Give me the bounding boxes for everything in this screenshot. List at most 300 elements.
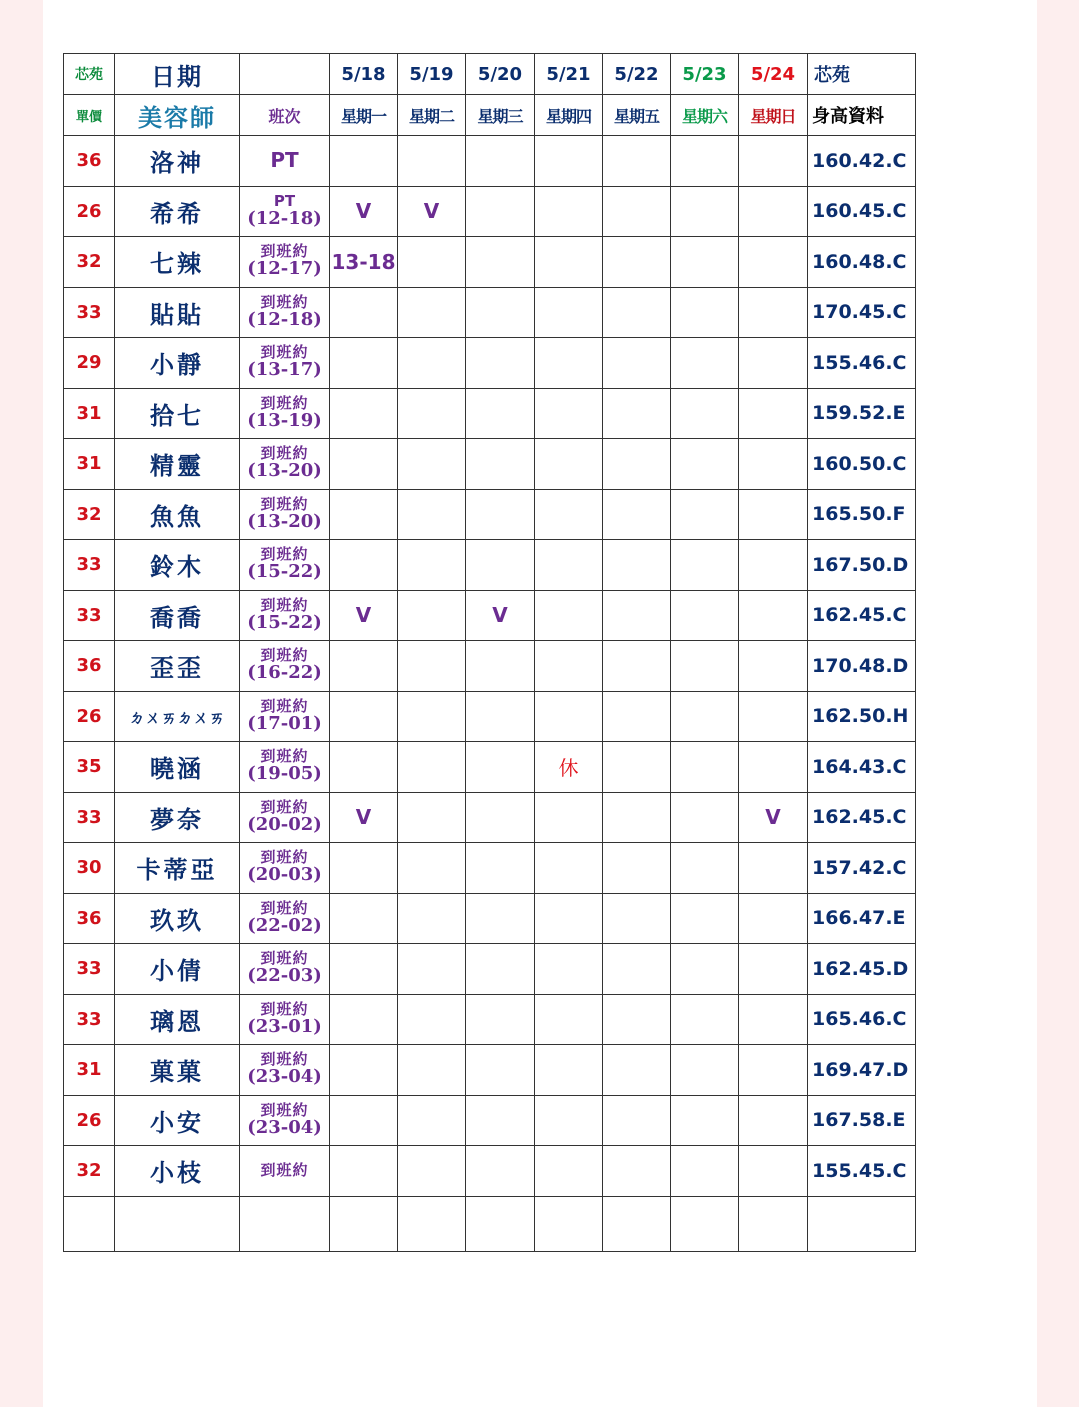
day-cell-mon [330, 893, 398, 944]
shift-type: 到班約 [260, 242, 309, 261]
day-cell-mon [330, 338, 398, 389]
price-cell: 26 [64, 1095, 115, 1146]
price-cell: 35 [64, 742, 115, 793]
table-row [64, 742, 916, 793]
day-cell-sat [671, 1045, 739, 1096]
day-cell-sat [671, 893, 739, 944]
shift-cell [240, 237, 330, 288]
price-cell: 26 [64, 691, 115, 742]
day-cell-sat [671, 186, 739, 237]
day-cell-mon [330, 641, 398, 692]
shift-hours: (13-20) [247, 460, 322, 482]
shift-hours: (19-05) [247, 763, 322, 785]
empty-cell [808, 1196, 916, 1251]
price-cell: 33 [64, 792, 115, 843]
empty-cell [671, 1196, 739, 1251]
source-label: 芯苑 [808, 54, 916, 95]
day-cell-mon: V [330, 590, 398, 641]
shift-hours: (12-17) [247, 258, 322, 280]
weekday-tue: 星期二 [398, 95, 466, 136]
schedule-table [63, 53, 916, 1252]
day-cell-tue [398, 388, 466, 439]
shift-type: 到班約 [260, 292, 309, 311]
stylist-name: 七辣 [115, 237, 240, 288]
day-cell-tue [398, 893, 466, 944]
weekday-mon: 星期一 [330, 95, 398, 136]
day-cell-thu [535, 237, 603, 288]
shift-type: 到班約 [260, 595, 309, 614]
day-cell-tue [398, 136, 466, 187]
shift-type: 到班約 [260, 1100, 309, 1119]
day-cell-mon [330, 944, 398, 995]
height-cell: 165.50.F [808, 489, 916, 540]
day-cell-fri [603, 691, 671, 742]
day-cell-fri [603, 489, 671, 540]
day-cell-fri [603, 944, 671, 995]
day-cell-sat [671, 1146, 739, 1197]
table-row [64, 1146, 916, 1197]
price-cell: 32 [64, 489, 115, 540]
date-tue: 5/19 [398, 54, 466, 95]
shift-type: 到班約 [260, 747, 309, 766]
stylist-name: 曉涵 [115, 742, 240, 793]
day-cell-mon [330, 287, 398, 338]
table-row [64, 287, 916, 338]
day-cell-sun [739, 742, 808, 793]
height-cell: 167.50.D [808, 540, 916, 591]
day-cell-sun [739, 641, 808, 692]
date-sun: 5/24 [739, 54, 808, 95]
day-cell-fri [603, 641, 671, 692]
price-cell: 32 [64, 237, 115, 288]
shift-cell [240, 792, 330, 843]
height-cell: 162.45.C [808, 590, 916, 641]
shift-cell [240, 489, 330, 540]
day-cell-sun [739, 944, 808, 995]
day-cell-fri [603, 186, 671, 237]
height-cell: 160.48.C [808, 237, 916, 288]
height-cell: 166.47.E [808, 893, 916, 944]
day-cell-sat [671, 338, 739, 389]
shift-hours: (13-19) [247, 409, 322, 431]
weekday-sun: 星期日 [739, 95, 808, 136]
date-mon: 5/18 [330, 54, 398, 95]
shift-type: 到班約 [260, 545, 309, 564]
day-cell-tue [398, 944, 466, 995]
weekday-wed: 星期三 [466, 95, 535, 136]
day-cell-wed [466, 1045, 535, 1096]
shift-cell [240, 742, 330, 793]
day-cell-fri [603, 439, 671, 490]
price-cell: 30 [64, 843, 115, 894]
day-cell-fri [603, 1095, 671, 1146]
shift-type: 到班約 [260, 848, 309, 867]
day-cell-sat [671, 641, 739, 692]
day-cell-thu [535, 1146, 603, 1197]
shift-cell [240, 388, 330, 439]
day-cell-mon [330, 843, 398, 894]
day-cell-fri [603, 1146, 671, 1197]
shift-hours: (22-02) [247, 914, 322, 936]
shift-cell [240, 1095, 330, 1146]
shift-hours: (15-22) [247, 611, 322, 633]
day-cell-wed [466, 944, 535, 995]
date-fri: 5/22 [603, 54, 671, 95]
height-cell: 170.45.C [808, 287, 916, 338]
stylist-name: 魚魚 [115, 489, 240, 540]
table-row [64, 792, 916, 843]
shift-type: PT [270, 148, 299, 173]
table-row [64, 186, 916, 237]
table-row [64, 843, 916, 894]
height-cell: 167.58.E [808, 1095, 916, 1146]
day-cell-sun [739, 1095, 808, 1146]
table-row [64, 994, 916, 1045]
day-cell-wed [466, 388, 535, 439]
table-row [64, 439, 916, 490]
height-cell: 160.45.C [808, 186, 916, 237]
shift-hours: (12-18) [247, 207, 322, 229]
day-cell-tue [398, 1045, 466, 1096]
day-cell-sun [739, 237, 808, 288]
price-cell: 33 [64, 287, 115, 338]
empty-cell [240, 1196, 330, 1251]
shift-hours: (22-03) [247, 965, 322, 987]
height-cell: 162.45.C [808, 792, 916, 843]
height-cell: 155.45.C [808, 1146, 916, 1197]
height-cell: 155.46.C [808, 338, 916, 389]
day-cell-fri [603, 994, 671, 1045]
shift-hours: (23-04) [247, 1066, 322, 1088]
empty-cell [603, 1196, 671, 1251]
stylist-name: 小靜 [115, 338, 240, 389]
day-cell-thu [535, 893, 603, 944]
empty-cell [535, 1196, 603, 1251]
day-cell-tue [398, 691, 466, 742]
day-cell-sat [671, 590, 739, 641]
day-cell-tue [398, 843, 466, 894]
price-cell: 36 [64, 136, 115, 187]
empty-cell [64, 1196, 115, 1251]
day-cell-sun [739, 439, 808, 490]
shift-cell [240, 843, 330, 894]
date-label: 日期 [115, 54, 240, 95]
day-cell-thu [535, 944, 603, 995]
shift-hours: (12-18) [247, 308, 322, 330]
height-cell: 169.47.D [808, 1045, 916, 1096]
shift-hours: (17-01) [247, 712, 322, 734]
day-cell-mon [330, 136, 398, 187]
height-cell: 170.48.D [808, 641, 916, 692]
day-cell-sun [739, 691, 808, 742]
day-cell-fri [603, 287, 671, 338]
table-row [64, 893, 916, 944]
day-cell-tue [398, 540, 466, 591]
date-sat: 5/23 [671, 54, 739, 95]
stylist-name: 璃恩 [115, 994, 240, 1045]
empty-cell [330, 1196, 398, 1251]
shift-type: 到班約 [260, 949, 309, 968]
shift-type: PT [273, 191, 296, 210]
table-row [64, 1095, 916, 1146]
day-cell-fri [603, 136, 671, 187]
shift-type: 到班約 [260, 494, 309, 513]
stylist-name: 喬喬 [115, 590, 240, 641]
shift-hours: (20-03) [247, 864, 322, 886]
day-cell-mon [330, 439, 398, 490]
day-cell-sun [739, 489, 808, 540]
table-row [64, 388, 916, 439]
price-cell: 31 [64, 388, 115, 439]
day-cell-thu: 休 [535, 742, 603, 793]
day-cell-fri [603, 893, 671, 944]
day-cell-tue [398, 237, 466, 288]
day-cell-mon [330, 1095, 398, 1146]
day-cell-thu [535, 792, 603, 843]
empty-cell [466, 1196, 535, 1251]
day-cell-wed [466, 792, 535, 843]
price-cell: 26 [64, 186, 115, 237]
day-cell-tue [398, 742, 466, 793]
day-cell-sat [671, 994, 739, 1045]
day-cell-sat [671, 691, 739, 742]
empty-cell [115, 1196, 240, 1251]
day-cell-sat [671, 287, 739, 338]
stylist-name: ㄉㄨㄞㄉㄨㄞ [115, 691, 240, 742]
price-cell: 33 [64, 994, 115, 1045]
day-cell-wed [466, 641, 535, 692]
shift-type: 到班約 [260, 343, 309, 362]
height-cell: 160.50.C [808, 439, 916, 490]
day-cell-thu [535, 186, 603, 237]
day-cell-tue: V [398, 186, 466, 237]
day-cell-sun [739, 590, 808, 641]
empty-row [64, 1196, 916, 1251]
day-cell-fri [603, 843, 671, 894]
day-cell-fri [603, 338, 671, 389]
day-cell-mon: V [330, 792, 398, 843]
day-cell-mon [330, 388, 398, 439]
shift-type: 到班約 [260, 393, 309, 412]
shift-cell [240, 186, 330, 237]
day-cell-mon: V [330, 186, 398, 237]
table-row [64, 1045, 916, 1096]
shift-cell [240, 287, 330, 338]
weekday-fri: 星期五 [603, 95, 671, 136]
shift-hours: (16-22) [247, 662, 322, 684]
day-cell-wed [466, 691, 535, 742]
empty-cell [398, 1196, 466, 1251]
shift-type: 到班約 [260, 444, 309, 463]
stylist-name: 希希 [115, 186, 240, 237]
stylist-name: 小安 [115, 1095, 240, 1146]
day-cell-sat [671, 540, 739, 591]
table-row [64, 136, 916, 187]
price-cell: 33 [64, 540, 115, 591]
day-cell-sun [739, 893, 808, 944]
shift-hours: (13-20) [247, 510, 322, 532]
height-cell: 164.43.C [808, 742, 916, 793]
header-row-weekdays [64, 95, 916, 136]
shift-cell [240, 994, 330, 1045]
shift-hours: (23-01) [247, 1015, 322, 1037]
day-cell-tue [398, 994, 466, 1045]
day-cell-tue [398, 1146, 466, 1197]
stylist-name: 玖玖 [115, 893, 240, 944]
table-row [64, 338, 916, 389]
shift-cell [240, 136, 330, 187]
stylist-name: 洛神 [115, 136, 240, 187]
day-cell-tue [398, 590, 466, 641]
day-cell-wed [466, 1095, 535, 1146]
stylist-name: 鈴木 [115, 540, 240, 591]
day-cell-wed [466, 843, 535, 894]
day-cell-sun [739, 994, 808, 1045]
day-cell-thu [535, 590, 603, 641]
day-cell-sat [671, 742, 739, 793]
table-row [64, 237, 916, 288]
day-cell-wed [466, 237, 535, 288]
weekday-sat: 星期六 [671, 95, 739, 136]
table-row [64, 641, 916, 692]
shift-hours: (13-17) [247, 359, 322, 381]
shift-type: 到班約 [260, 1050, 309, 1069]
day-cell-sun: V [739, 792, 808, 843]
day-cell-sat [671, 388, 739, 439]
day-cell-mon [330, 742, 398, 793]
weekday-thu: 星期四 [535, 95, 603, 136]
shift-cell [240, 439, 330, 490]
stylist-name: 歪歪 [115, 641, 240, 692]
day-cell-tue [398, 792, 466, 843]
day-cell-mon [330, 994, 398, 1045]
day-cell-mon [330, 540, 398, 591]
corner-top-label: 芯苑 [64, 54, 115, 95]
table-row [64, 944, 916, 995]
day-cell-thu [535, 540, 603, 591]
price-cell: 33 [64, 944, 115, 995]
day-cell-mon [330, 489, 398, 540]
shift-cell [240, 893, 330, 944]
shift-cell [240, 540, 330, 591]
height-cell: 159.52.E [808, 388, 916, 439]
shift-type: 到班約 [260, 797, 309, 816]
day-cell-fri [603, 590, 671, 641]
shift-hours: (23-04) [247, 1116, 322, 1138]
height-cell: 162.50.H [808, 691, 916, 742]
day-cell-tue [398, 1095, 466, 1146]
shift-cell [240, 691, 330, 742]
shift-hours: (15-22) [247, 561, 322, 583]
table-row [64, 489, 916, 540]
stylist-name: 卡蒂亞 [115, 843, 240, 894]
table-row [64, 590, 916, 641]
day-cell-wed [466, 439, 535, 490]
day-cell-sun [739, 186, 808, 237]
day-cell-sat [671, 237, 739, 288]
day-cell-sun [739, 136, 808, 187]
day-cell-wed [466, 338, 535, 389]
day-cell-sat [671, 489, 739, 540]
day-cell-fri [603, 1045, 671, 1096]
day-cell-fri [603, 540, 671, 591]
day-cell-wed [466, 994, 535, 1045]
day-cell-wed [466, 136, 535, 187]
empty-cell [739, 1196, 808, 1251]
price-cell: 36 [64, 641, 115, 692]
day-cell-fri [603, 742, 671, 793]
day-cell-tue [398, 338, 466, 389]
day-cell-wed [466, 186, 535, 237]
stylist-name: 夢奈 [115, 792, 240, 843]
shift-cell [240, 590, 330, 641]
day-cell-mon [330, 691, 398, 742]
day-cell-thu [535, 489, 603, 540]
date-wed: 5/20 [466, 54, 535, 95]
day-cell-wed [466, 287, 535, 338]
day-cell-sun [739, 1045, 808, 1096]
day-cell-thu [535, 136, 603, 187]
day-cell-sat [671, 843, 739, 894]
shift-type: 到班約 [260, 696, 309, 715]
day-cell-thu [535, 439, 603, 490]
price-cell: 31 [64, 1045, 115, 1096]
day-cell-sun [739, 1146, 808, 1197]
day-cell-thu [535, 691, 603, 742]
day-cell-mon: 13-18 [330, 237, 398, 288]
day-cell-thu [535, 1095, 603, 1146]
day-cell-wed [466, 1146, 535, 1197]
shift-cell [240, 1045, 330, 1096]
header-row-dates [64, 54, 916, 95]
stylist-name: 拾七 [115, 388, 240, 439]
day-cell-sat [671, 792, 739, 843]
height-cell: 165.46.C [808, 994, 916, 1045]
day-cell-tue [398, 641, 466, 692]
day-cell-mon [330, 1146, 398, 1197]
day-cell-thu [535, 843, 603, 894]
day-cell-tue [398, 489, 466, 540]
day-cell-tue [398, 287, 466, 338]
day-cell-sat [671, 439, 739, 490]
day-cell-thu [535, 338, 603, 389]
day-cell-sun [739, 843, 808, 894]
shift-hours: (20-02) [247, 813, 322, 835]
table-row [64, 540, 916, 591]
day-cell-sat [671, 944, 739, 995]
day-cell-sun [739, 338, 808, 389]
day-cell-sun [739, 540, 808, 591]
height-header-label: 身高資料 [808, 95, 916, 136]
height-cell: 160.42.C [808, 136, 916, 187]
price-header-label: 單價 [64, 95, 115, 136]
stylist-name: 貼貼 [115, 287, 240, 338]
stylist-name: 菓菓 [115, 1045, 240, 1096]
shift-type: 到班約 [260, 898, 309, 917]
price-cell: 36 [64, 893, 115, 944]
price-cell: 29 [64, 338, 115, 389]
table-row [64, 691, 916, 742]
day-cell-fri [603, 237, 671, 288]
day-cell-fri [603, 388, 671, 439]
blank-header-cell [240, 54, 330, 95]
stylist-name: 精靈 [115, 439, 240, 490]
price-cell: 33 [64, 590, 115, 641]
day-cell-thu [535, 1045, 603, 1096]
shift-cell [240, 944, 330, 995]
height-cell: 157.42.C [808, 843, 916, 894]
price-cell: 32 [64, 1146, 115, 1197]
